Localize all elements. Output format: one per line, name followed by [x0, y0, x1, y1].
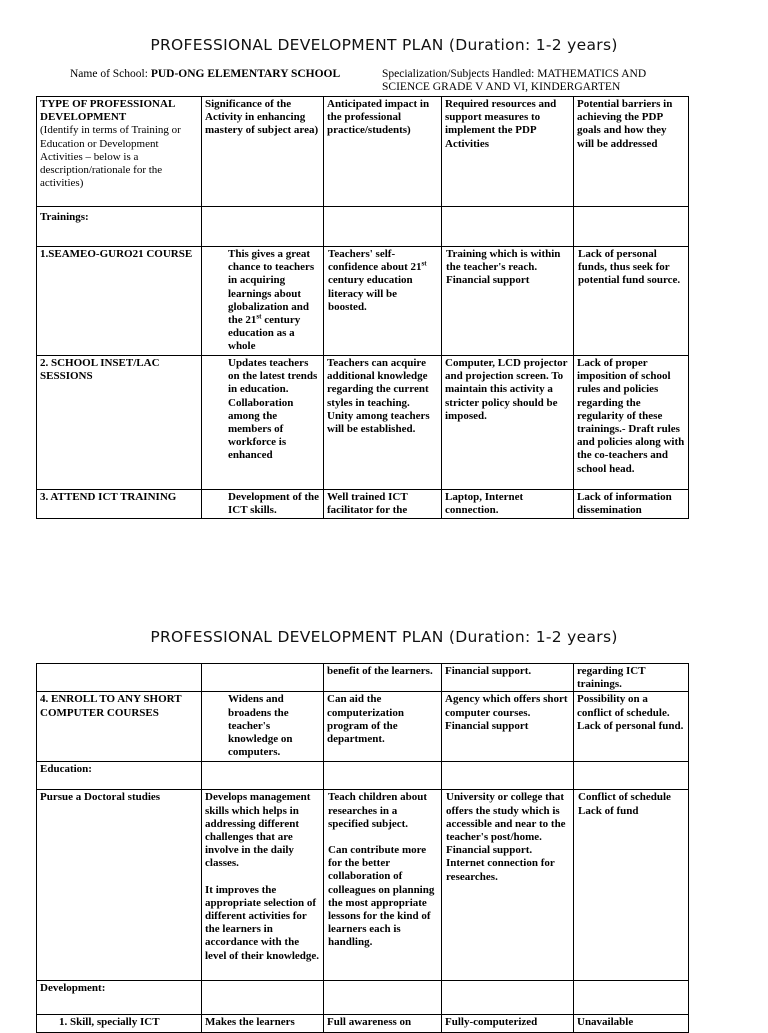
row-resources: Laptop, Internet connection. [442, 490, 574, 519]
header-type: TYPE OF PROFESSIONAL DEVELOPMENT (Identify in terms of Training or Education or Development Activities – below is a description/rationale for the activities) [37, 97, 202, 207]
row-impact: Well trained ICT facilitator for the [324, 490, 442, 519]
row-barriers: Conflict of schedule Lack of fund [574, 790, 689, 981]
row-impact: Teach children about researches in a specified subject. Can contribute more for the better collaboration of colleagues on planning the most appropriate lessons for the kind of learners each is handling. [324, 790, 442, 981]
row-type: 2. SCHOOL INSET/LAC SESSIONS [37, 356, 202, 490]
row-resources: Financial support. [442, 664, 574, 692]
row-significance: Develops management skills which helps in addressing different challenges that are involve in the daily classes. It improves the appropriate selection of different activities for the learners in accordance with the level of their knowledge. [202, 790, 324, 981]
header-significance: Significance of the Activity in enhancing mastery of subject area) [202, 97, 324, 207]
pdp-table-page-1 [36, 96, 689, 519]
section-row-trainings [37, 207, 689, 247]
row-resources: Fully-computerized [442, 1015, 574, 1033]
row-significance: Updates teachers on the latest trends in education. Collaboration among the members of workforce is enhanced [202, 356, 324, 490]
section-row-development [37, 981, 689, 1015]
table-row [37, 664, 689, 692]
row-impact: Can aid the computerization program of the department. [324, 692, 442, 762]
table-row [37, 790, 689, 981]
row-resources: University or college that offers the study which is accessible and near to the teacher's post/home. Financial support. Internet connection for researches. [442, 790, 574, 981]
row-significance: Widens and broadens the teacher's knowledge on computers. [202, 692, 324, 762]
header-impact: Anticipated impact in the professional practice/students) [324, 97, 442, 207]
row-impact: benefit of the learners. [324, 664, 442, 692]
section-label: Development: [37, 981, 202, 1015]
row-resources: Agency which offers short computer courses. Financial support [442, 692, 574, 762]
row-type: 3. ATTEND ICT TRAINING [37, 490, 202, 519]
row-impact: Teachers can acquire additional knowledge regarding the current styles in teaching. Unity among teachers will be established. [324, 356, 442, 490]
row-significance: Development of the ICT skills. [202, 490, 324, 519]
row-type: Pursue a Doctoral studies [37, 790, 202, 981]
table-row [37, 247, 689, 356]
row-significance: This gives a great chance to teachers in acquiring learnings about globalization and the 21st century education as a whole [202, 247, 324, 356]
section-label: Education: [37, 762, 202, 790]
header-resources: Required resources and support measures to implement the PDP Activities [442, 97, 574, 207]
page-title: PROFESSIONAL DEVELOPMENT PLAN (Duration: 1-2 years) [150, 628, 618, 646]
header-barriers: Potential barriers in achieving the PDP goals and how they will be addressed [574, 97, 689, 207]
row-type: 1. Skill, specially ICT [37, 1015, 202, 1033]
page-title: PROFESSIONAL DEVELOPMENT PLAN (Duration: 1-2 years) [150, 36, 618, 54]
row-resources: Computer, LCD projector and projection screen. To maintain this activity a stricter policy should be imposed. [442, 356, 574, 490]
row-barriers: Possibility on a conflict of schedule. Lack of personal fund. [574, 692, 689, 762]
section-label: Trainings: [37, 207, 202, 247]
row-resources: Training which is within the teacher's reach. Financial support [442, 247, 574, 356]
specialization: Specialization/Subjects Handled: MATHEMATICS AND SCIENCE GRADE V AND VI, KINDERGARTEN [382, 68, 647, 93]
school-name: Name of School: PUD-ONG ELEMENTARY SCHOOL [70, 68, 341, 80]
row-type: 4. ENROLL TO ANY SHORT COMPUTER COURSES [37, 692, 202, 762]
row-type: 1.SEAMEO-GURO21 COURSE [37, 247, 202, 356]
pdp-table-page-2 [36, 663, 689, 1033]
row-barriers: Lack of personal funds, thus seek for potential fund source. [574, 247, 689, 356]
table-header-row [37, 97, 689, 207]
row-barriers: Lack of information dissemination [574, 490, 689, 519]
row-barriers: Unavailable [574, 1015, 689, 1033]
row-barriers: regarding ICT trainings. [574, 664, 689, 692]
row-impact: Full awareness on [324, 1015, 442, 1033]
section-row-education [37, 762, 689, 790]
table-row [37, 356, 689, 490]
row-barriers: Lack of proper imposition of school rules and policies regarding the regularity of these trainings.- Draft rules and policies along with the co-teachers and school head. [574, 356, 689, 490]
row-impact: Teachers' self-confidence about 21st century education literacy will be boosted. [324, 247, 442, 356]
table-row [37, 490, 689, 519]
table-row [37, 692, 689, 762]
row-significance: Makes the learners [202, 1015, 324, 1033]
